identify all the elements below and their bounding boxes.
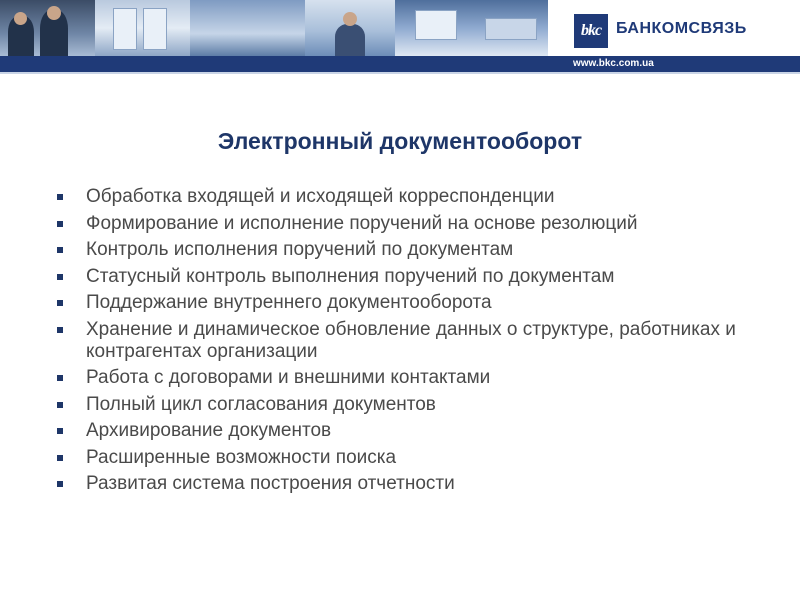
slide-title: Электронный документооборот bbox=[217, 128, 583, 154]
company-logo bbox=[574, 14, 774, 48]
bullet-icon bbox=[57, 221, 63, 227]
list-item bbox=[56, 473, 756, 495]
bullet-icon bbox=[57, 455, 63, 461]
website-url: www.bkc.com.ua bbox=[573, 58, 654, 69]
photo-technology bbox=[395, 0, 548, 56]
header-divider bbox=[0, 72, 800, 74]
list-item bbox=[56, 319, 756, 363]
list-item bbox=[56, 394, 756, 416]
list-item-text: Полный цикл согласования документов bbox=[86, 393, 436, 415]
header-photo-collage bbox=[0, 0, 548, 56]
bullet-icon bbox=[57, 194, 63, 200]
bullet-icon bbox=[57, 274, 63, 280]
list-item-text: Работа с договорами и внешними контактами bbox=[86, 367, 491, 388]
logo-name: БАНКОМСВЯЗЬ bbox=[616, 20, 747, 37]
feature-list bbox=[56, 186, 756, 500]
list-item bbox=[56, 266, 756, 288]
list-item bbox=[56, 447, 756, 469]
list-item-text: Обработка входящей и исходящей корреспонденции bbox=[86, 186, 555, 207]
list-item bbox=[56, 292, 756, 314]
list-item bbox=[56, 420, 756, 442]
bullet-icon bbox=[57, 300, 63, 306]
list-item-text: Развитая система построения отчетности bbox=[86, 473, 455, 494]
list-item-text: Статусный контроль выполнения поручений по документам bbox=[86, 265, 615, 287]
list-item bbox=[56, 367, 756, 389]
list-item bbox=[56, 213, 756, 235]
header bbox=[0, 0, 800, 74]
list-item-text: Формирование и исполнение поручений на основе резолюций bbox=[86, 212, 638, 234]
logo-mark: bkc bbox=[574, 14, 608, 48]
bullet-icon bbox=[57, 247, 63, 253]
url-bar bbox=[0, 56, 800, 72]
bullet-icon bbox=[57, 481, 63, 487]
list-item bbox=[56, 239, 756, 261]
photo-server-rack bbox=[95, 0, 190, 56]
list-item-text: Хранение и динамическое обновление данных о структуре, работниках и контрагентах организации bbox=[86, 318, 736, 362]
photo-business-people bbox=[0, 0, 95, 56]
list-item bbox=[56, 186, 756, 208]
list-item-text: Расширенные возможности поиска bbox=[86, 446, 397, 468]
photo-office-worker bbox=[305, 0, 395, 56]
list-item-text: Контроль исполнения поручений по документам bbox=[86, 239, 514, 260]
bullet-icon bbox=[57, 402, 63, 408]
bullet-icon bbox=[57, 428, 63, 434]
photo-abstract bbox=[190, 0, 305, 56]
bullet-icon bbox=[57, 375, 63, 381]
list-item-text: Архивирование документов bbox=[86, 420, 332, 441]
bullet-icon bbox=[57, 327, 63, 333]
list-item-text: Поддержание внутреннего документооборота bbox=[86, 292, 492, 313]
